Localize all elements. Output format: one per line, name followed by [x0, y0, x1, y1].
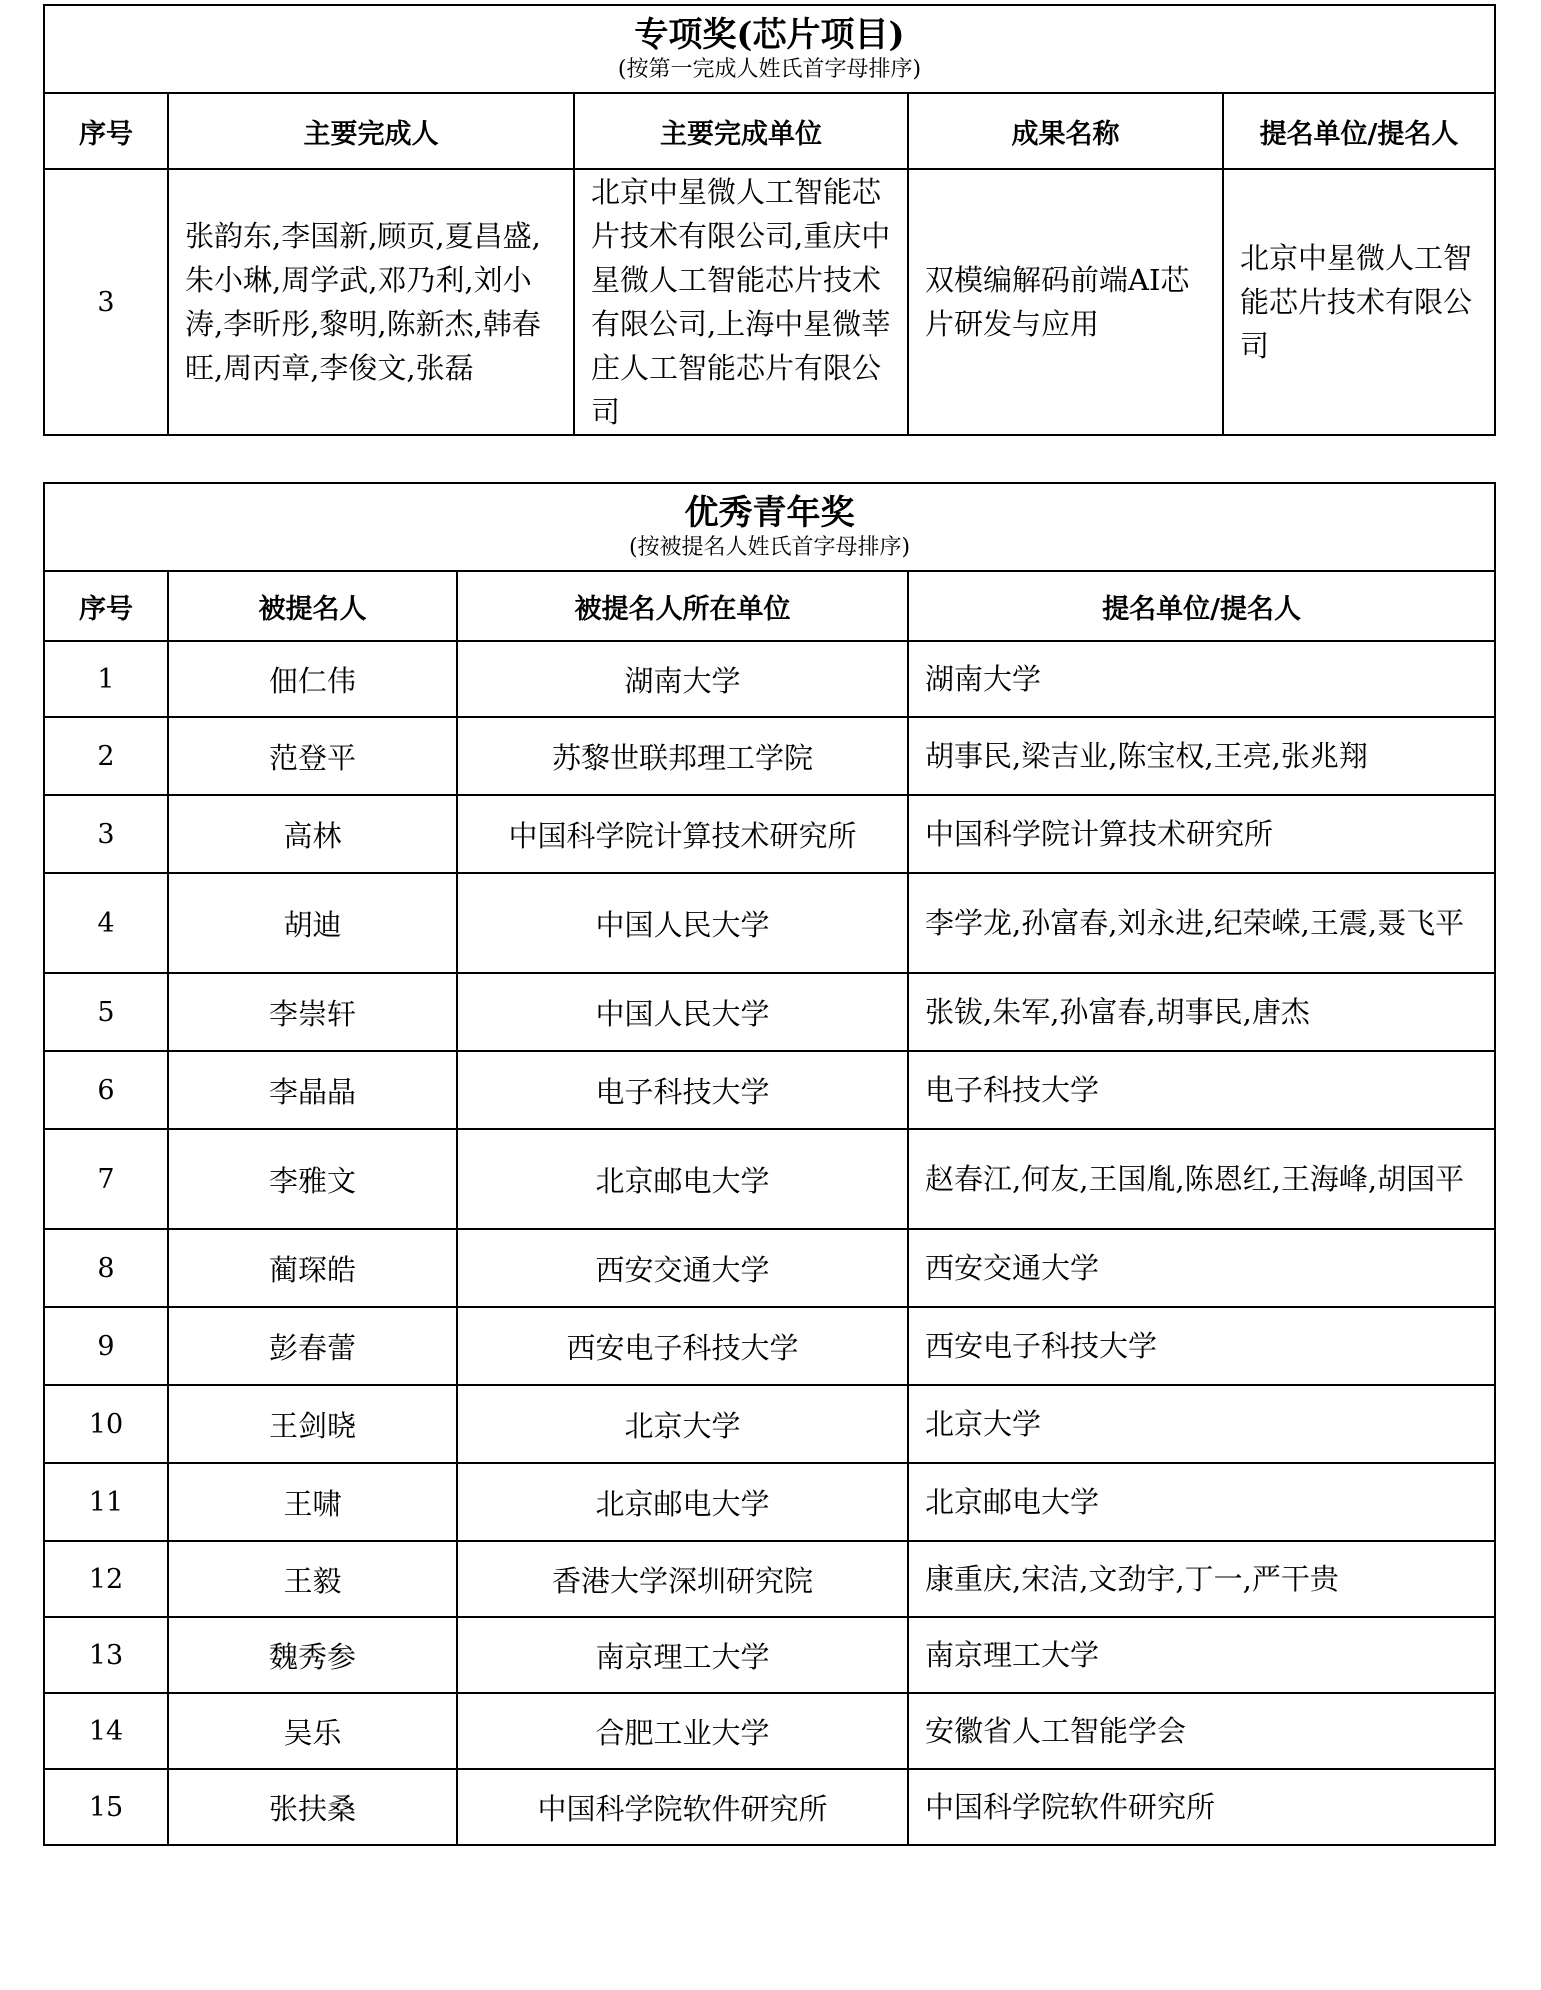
row-no: 8 — [44, 1229, 168, 1307]
row-name: 王剑晓 — [168, 1385, 457, 1463]
table-row — [44, 1463, 1495, 1541]
table-row — [44, 795, 1495, 873]
row-name: 王啸 — [168, 1463, 457, 1541]
row-unit: 南京理工大学 — [457, 1617, 908, 1693]
row-no: 3 — [44, 169, 168, 435]
row-name: 李雅文 — [168, 1129, 457, 1229]
row-nominator: 北京邮电大学 — [908, 1463, 1495, 1541]
special-award-title-cell — [44, 5, 1495, 93]
row-name: 吴乐 — [168, 1693, 457, 1769]
row-nominator: 电子科技大学 — [908, 1051, 1495, 1129]
header-achievement: 成果名称 — [908, 93, 1223, 169]
row-no: 1 — [44, 641, 168, 717]
row-nominator: 北京中星微人工智能芯片技术有限公司 — [1223, 169, 1495, 435]
table-row — [44, 1541, 1495, 1617]
table-row — [44, 873, 1495, 973]
row-nominator: 康重庆,宋洁,文劲宇,丁一,严干贵 — [908, 1541, 1495, 1617]
special-award-subtitle: (按第一完成人姓氏首字母排序) — [617, 57, 922, 82]
table-row — [44, 1769, 1495, 1845]
row-unit: 中国科学院计算技术研究所 — [457, 795, 908, 873]
row-name: 张扶桑 — [168, 1769, 457, 1845]
table-row — [44, 717, 1495, 795]
row-name: 蔺琛皓 — [168, 1229, 457, 1307]
row-unit: 北京大学 — [457, 1385, 908, 1463]
row-nominator: 北京大学 — [908, 1385, 1495, 1463]
special-award-header-row — [44, 93, 1495, 169]
row-no: 15 — [44, 1769, 168, 1845]
row-unit: 湖南大学 — [457, 641, 908, 717]
row-unit: 中国科学院软件研究所 — [457, 1769, 908, 1845]
special-award-table — [43, 4, 1496, 436]
row-no: 7 — [44, 1129, 168, 1229]
row-unit: 北京邮电大学 — [457, 1463, 908, 1541]
row-no: 14 — [44, 1693, 168, 1769]
row-no: 3 — [44, 795, 168, 873]
row-nominator: 湖南大学 — [908, 641, 1495, 717]
header-people: 主要完成人 — [168, 93, 574, 169]
row-name: 高林 — [168, 795, 457, 873]
row-unit: 香港大学深圳研究院 — [457, 1541, 908, 1617]
row-nominator: 赵春江,何友,王国胤,陈恩红,王海峰,胡国平 — [908, 1129, 1495, 1229]
row-unit: 中国人民大学 — [457, 973, 908, 1051]
row-nominator: 中国科学院软件研究所 — [908, 1769, 1495, 1845]
header-units: 主要完成单位 — [574, 93, 908, 169]
table-row — [44, 1693, 1495, 1769]
row-no: 9 — [44, 1307, 168, 1385]
row-no: 4 — [44, 873, 168, 973]
row-name: 李崇轩 — [168, 973, 457, 1051]
row-people: 张韵东,李国新,顾页,夏昌盛,朱小琳,周学武,邓乃利,刘小涛,李昕彤,黎明,陈新杰,韩春旺,周丙章,李俊文,张磊 — [168, 169, 574, 435]
row-name: 胡迪 — [168, 873, 457, 973]
special-award-title: 专项奖(芯片项目) — [634, 15, 905, 55]
row-nominator: 胡事民,梁吉业,陈宝权,王亮,张兆翔 — [908, 717, 1495, 795]
row-name: 李晶晶 — [168, 1051, 457, 1129]
row-units: 北京中星微人工智能芯片技术有限公司,重庆中星微人工智能芯片技术有限公司,上海中星微莘庄人工智能芯片有限公司 — [574, 169, 908, 435]
row-no: 10 — [44, 1385, 168, 1463]
youth-award-subtitle: (按被提名人姓氏首字母排序) — [628, 535, 911, 560]
row-unit: 中国人民大学 — [457, 873, 908, 973]
table-row — [44, 169, 1495, 435]
row-nominator: 西安交通大学 — [908, 1229, 1495, 1307]
youth-award-title: 优秀青年奖 — [684, 493, 855, 533]
youth-award-body — [44, 641, 1495, 1845]
header-no: 序号 — [44, 571, 168, 641]
row-no: 6 — [44, 1051, 168, 1129]
row-unit: 西安交通大学 — [457, 1229, 908, 1307]
row-name: 魏秀参 — [168, 1617, 457, 1693]
table-row — [44, 1229, 1495, 1307]
row-name: 王毅 — [168, 1541, 457, 1617]
row-nominator: 西安电子科技大学 — [908, 1307, 1495, 1385]
table-row — [44, 973, 1495, 1051]
row-name: 范登平 — [168, 717, 457, 795]
table-row — [44, 1129, 1495, 1229]
header-no: 序号 — [44, 93, 168, 169]
youth-award-title-cell — [44, 483, 1495, 571]
header-name: 被提名人 — [168, 571, 457, 641]
table-row — [44, 1051, 1495, 1129]
header-nominator: 提名单位/提名人 — [908, 571, 1495, 641]
row-unit: 电子科技大学 — [457, 1051, 908, 1129]
row-unit: 苏黎世联邦理工学院 — [457, 717, 908, 795]
table-row — [44, 1385, 1495, 1463]
row-no: 11 — [44, 1463, 168, 1541]
youth-award-header-row — [44, 571, 1495, 641]
row-no: 13 — [44, 1617, 168, 1693]
row-nominator: 张钹,朱军,孙富春,胡事民,唐杰 — [908, 973, 1495, 1051]
row-name: 彭春蕾 — [168, 1307, 457, 1385]
row-unit: 西安电子科技大学 — [457, 1307, 908, 1385]
header-unit: 被提名人所在单位 — [457, 571, 908, 641]
header-nominator: 提名单位/提名人 — [1223, 93, 1495, 169]
row-no: 12 — [44, 1541, 168, 1617]
row-unit: 北京邮电大学 — [457, 1129, 908, 1229]
row-nominator: 中国科学院计算技术研究所 — [908, 795, 1495, 873]
table-row — [44, 641, 1495, 717]
row-no: 5 — [44, 973, 168, 1051]
row-name: 佃仁伟 — [168, 641, 457, 717]
row-achievement: 双模编解码前端AI芯片研发与应用 — [908, 169, 1223, 435]
row-nominator: 李学龙,孙富春,刘永进,纪荣嵘,王震,聂飞平 — [908, 873, 1495, 973]
row-unit: 合肥工业大学 — [457, 1693, 908, 1769]
youth-award-table — [43, 482, 1496, 1846]
row-no: 2 — [44, 717, 168, 795]
table-row — [44, 1307, 1495, 1385]
row-nominator: 安徽省人工智能学会 — [908, 1693, 1495, 1769]
row-nominator: 南京理工大学 — [908, 1617, 1495, 1693]
table-row — [44, 1617, 1495, 1693]
